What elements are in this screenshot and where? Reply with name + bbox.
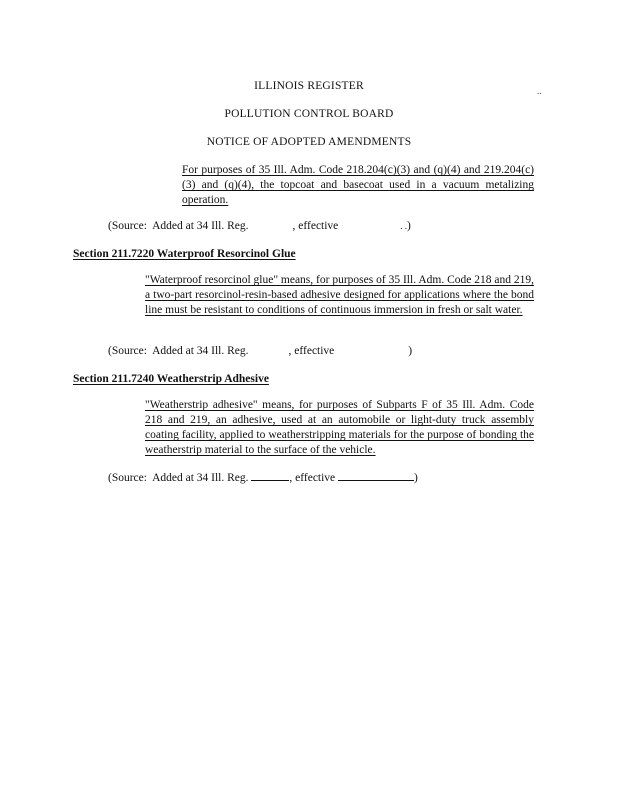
source-suffix: ) [407, 220, 411, 232]
source-mark: . . [400, 221, 408, 231]
board-title: POLLUTION CONTROL BOARD [224, 108, 394, 120]
section-7220-body: "Waterproof resorcinol glue" means, for purposes of 35 Ill. Adm. Code 218 and 219, a two-part resorcinol-resin-based adhesive designed for applications where the bond line must be resistant to conditions of continuous immersion in fresh or salt water. [145, 274, 534, 316]
source-effective: , effective [292, 220, 339, 232]
source-note-3 [108, 469, 418, 486]
register-title: ILLINOIS REGISTER [254, 80, 364, 92]
source-prefix: (Source: Added at 34 Ill. Reg. [108, 220, 249, 232]
source-prefix: (Source: Added at 34 Ill. Reg. [108, 345, 249, 357]
source-effective: , effective [289, 472, 336, 484]
corner-mark: .. [537, 86, 542, 96]
source-suffix: ) [414, 472, 418, 484]
section-7220-heading: Section 211.7220 Waterproof Resorcinol Glue [73, 248, 296, 260]
source-suffix: ) [408, 345, 413, 357]
source-effective: , effective [288, 345, 335, 357]
register-page-blank [251, 469, 289, 481]
section-7240-heading: Section 211.7240 Weatherstrip Adhesive [73, 373, 269, 385]
source-note-2 [108, 344, 412, 359]
continuation-paragraph: For purposes of 35 Ill. Adm. Code 218.204(c)(3) and (q)(4) and 219.204(c)(3) and (q)(4), the topcoat and basecoat used in a vacuum metalizing operation. [182, 164, 534, 206]
effective-date-blank [338, 469, 414, 481]
section-7240-body: "Weatherstrip adhesive" means, for purposes of Subparts F of 35 Ill. Adm. Code 218 and 219, an adhesive, used at an automobile or light-duty truck assembly coating facility, applied to weatherstripping materials for the purpose of bonding the weatherstrip material to the surface of the vehicle. [145, 399, 534, 456]
source-note-1 [108, 219, 411, 234]
source-prefix: (Source: Added at 34 Ill. Reg. [108, 472, 249, 484]
notice-title: NOTICE OF ADOPTED AMENDMENTS [206, 136, 412, 148]
